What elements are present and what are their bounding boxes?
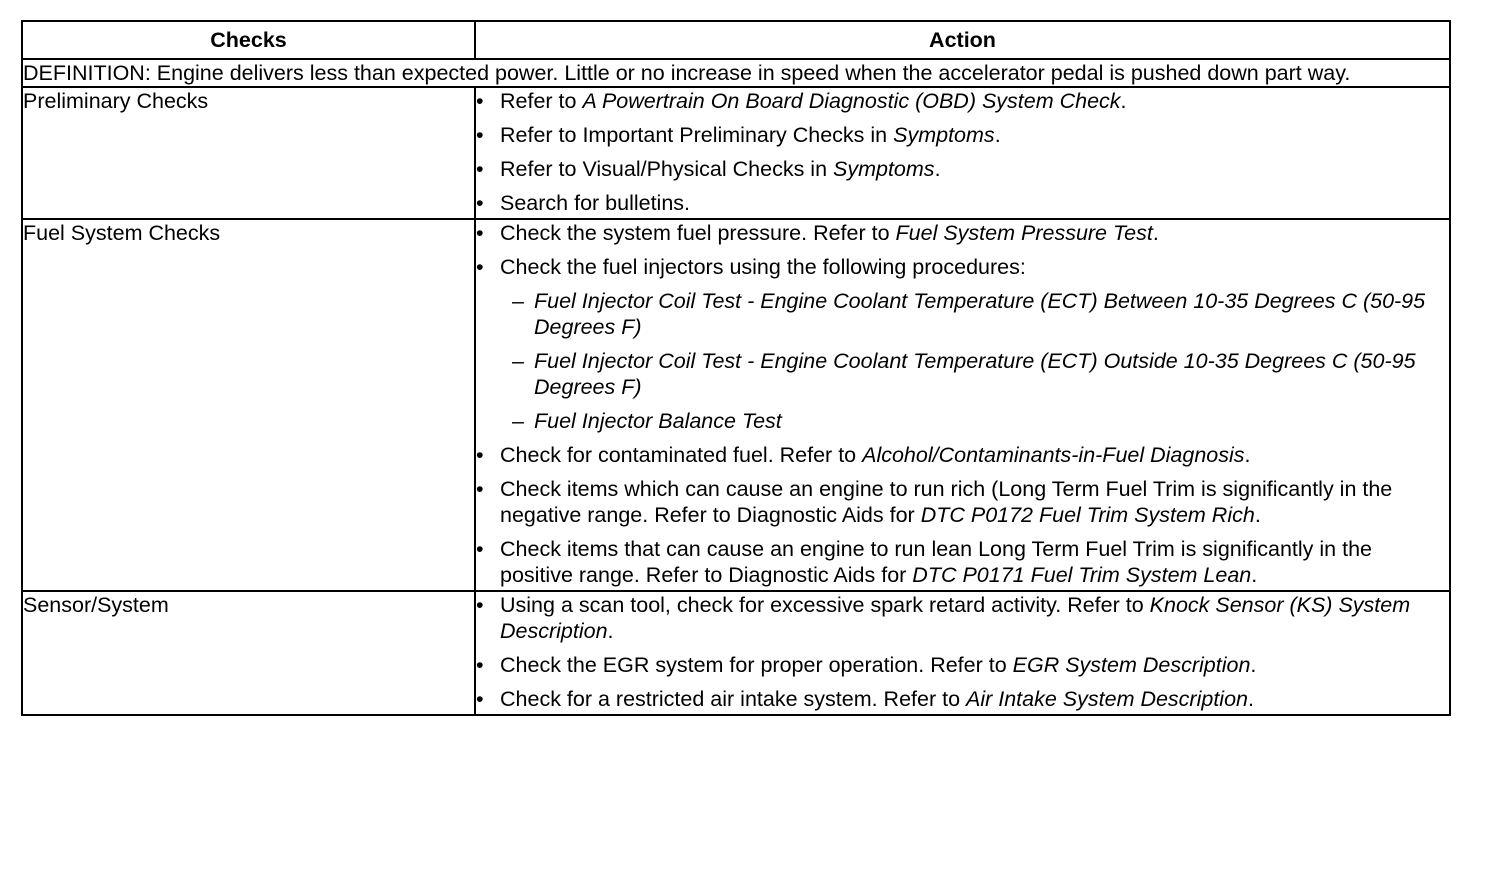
sub-list-item: – Fuel Injector Coil Test - Engine Coolant Temperature (ECT) Outside 10-35 Degrees C (50-95 Degrees F) [500,348,1449,400]
header-action: Action [475,21,1450,59]
list-item: • Refer to A Powertrain On Board Diagnostic (OBD) System Check. [476,88,1449,114]
header-row [22,21,1450,59]
diagnostic-table [21,20,1451,716]
list-item: • Check the fuel injectors using the following procedures: – Fuel Injector Coil Test - Engine Coolant Temperature (ECT) Between 10-35 Degrees C (50-95 Degrees F) – Fuel Injector Coil Test - Engine Coolant Temperature (ECT) Outside 10-35 Degrees C (50-95 Degrees F) – Fuel Injector Balance Test [476,254,1449,434]
injector-procedures-list [500,288,1449,434]
sub-list-item: – Fuel Injector Coil Test - Engine Coolant Temperature (ECT) Between 10-35 Degrees C (50-95 Degrees F) [500,288,1449,340]
list-item: • Check the system fuel pressure. Refer to Fuel System Pressure Test. [476,220,1449,246]
list-item: • Using a scan tool, check for excessive spark retard activity. Refer to Knock Sensor (KS) System Description. [476,592,1449,644]
sensor-system-actions [475,591,1450,715]
list-item: • Check items which can cause an engine to run rich (Long Term Fuel Trim is significantly in the negative range. Refer to Diagnostic Aids for DTC P0172 Fuel Trim System Rich. [476,476,1449,528]
list-item: • Search for bulletins. [476,190,1449,216]
fuel-system-checks-label: Fuel System Checks [22,219,475,591]
list-item: • Check items that can cause an engine to run lean Long Term Fuel Trim is significantly in the positive range. Refer to Diagnostic Aids for DTC P0171 Fuel Trim System Lean. [476,536,1449,588]
list-item: • Check the EGR system for proper operation. Refer to EGR System Description. [476,652,1449,678]
list-item: • Check for contaminated fuel. Refer to Alcohol/Contaminants-in-Fuel Diagnosis. [476,442,1449,468]
sub-list-item: – Fuel Injector Balance Test [500,408,1449,434]
list-item: • Check for a restricted air intake system. Refer to Air Intake System Description. [476,686,1449,712]
list-item: • Refer to Important Preliminary Checks in Symptoms. [476,122,1449,148]
list-item: • Refer to Visual/Physical Checks in Symptoms. [476,156,1449,182]
header-checks: Checks [22,21,475,59]
definition-row [22,59,1450,87]
preliminary-row [22,87,1450,219]
definition-text: DEFINITION: Engine delivers less than expected power. Little or no increase in speed when the accelerator pedal is pushed down part way. [22,59,1450,87]
fuel-system-row [22,219,1450,591]
preliminary-checks-label: Preliminary Checks [22,87,475,219]
sensor-system-label: Sensor/System [22,591,475,715]
preliminary-actions [475,87,1450,219]
sensor-system-row [22,591,1450,715]
fuel-system-actions [475,219,1450,591]
